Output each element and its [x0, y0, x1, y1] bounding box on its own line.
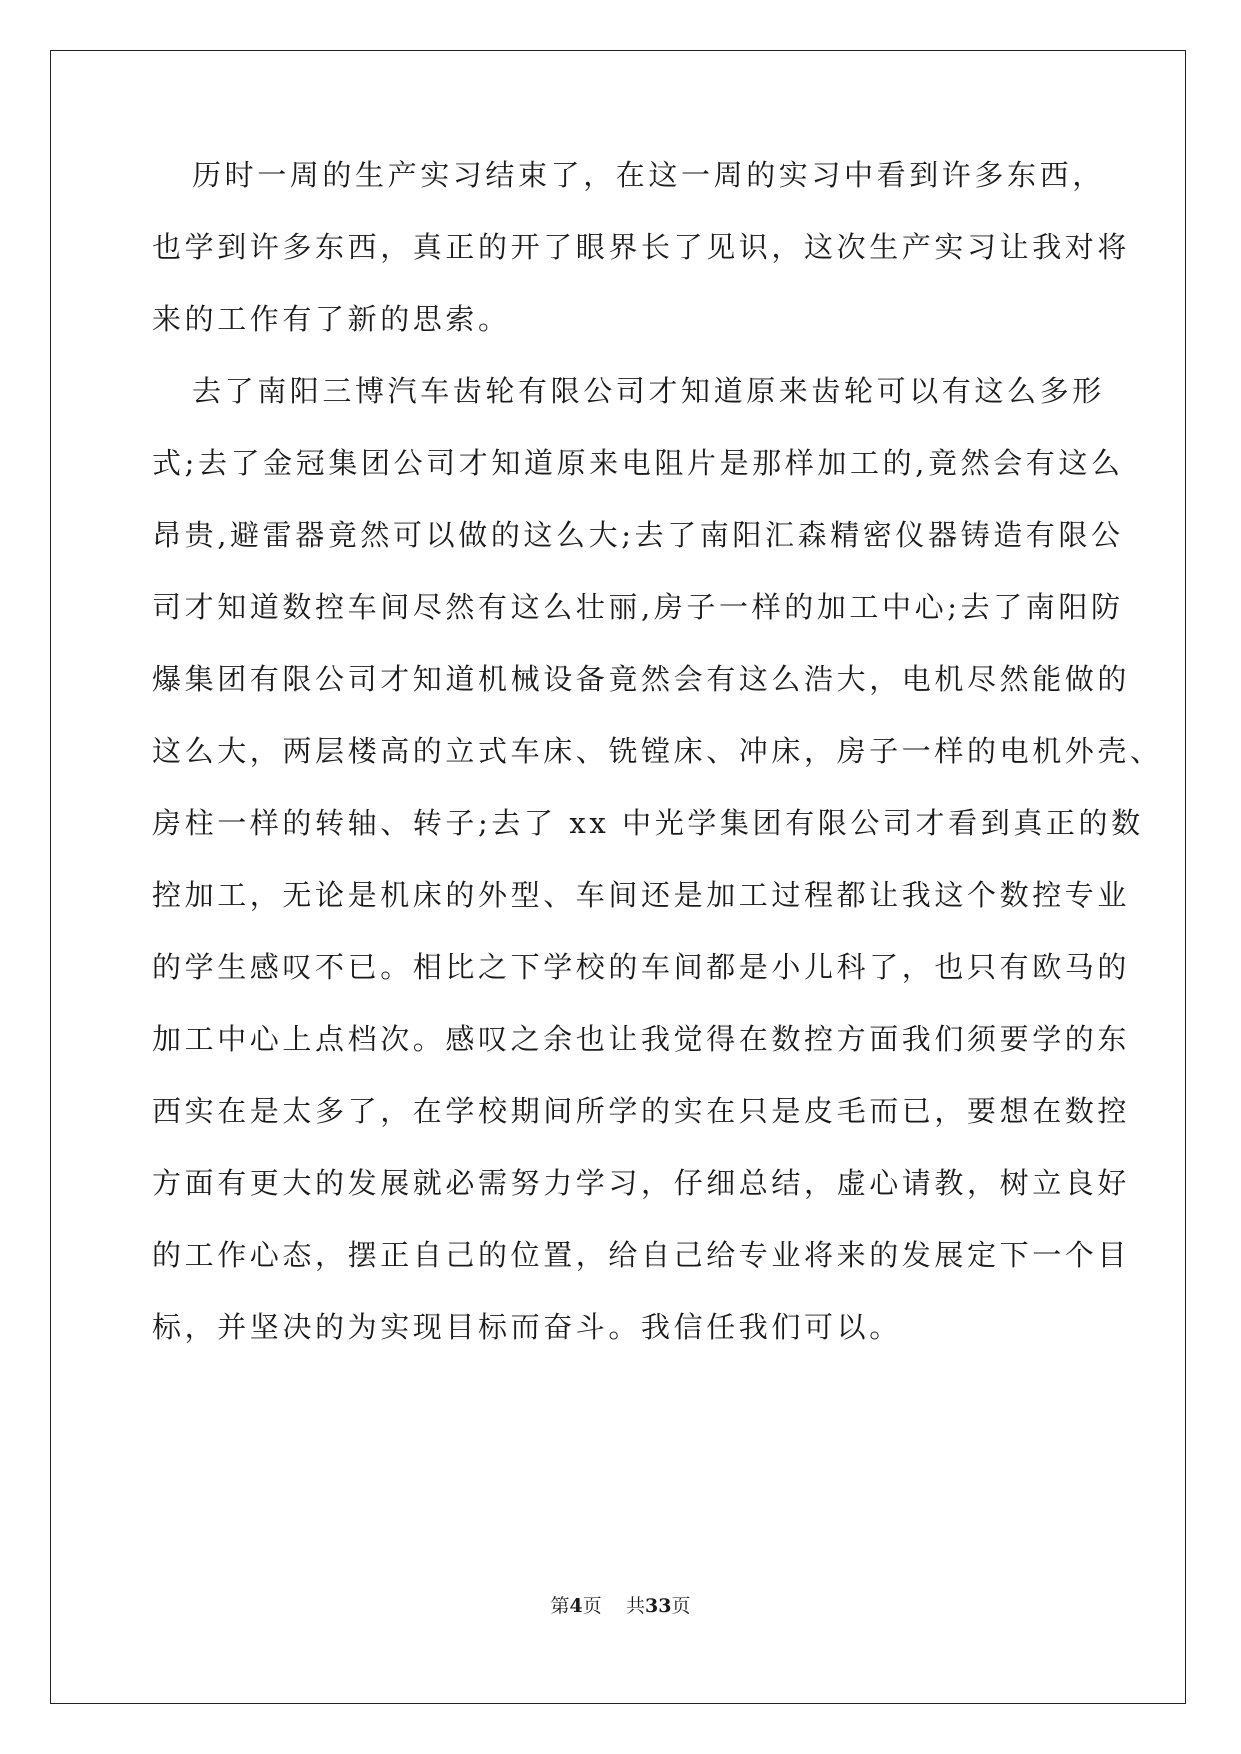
paragraph-2-line-14: 标，并坚决的为实现目标而奋斗。我信任我们可以。	[152, 1310, 902, 1344]
footer-total-pages: 33	[644, 1595, 672, 1617]
footer-page-suffix: 页	[582, 1595, 602, 1617]
paragraph-1-line-3: 来的工作有了新的思索。	[152, 302, 511, 336]
paragraph-2-line-10: 加工中心上点档次。感叹之余也让我觉得在数控方面我们须要学的东	[152, 1022, 1131, 1056]
paragraph-2-line-3: 昂贵,避雷器竟然可以做的这么大;去了南阳汇森精密仪器铸造有限公	[152, 518, 1124, 552]
paragraph-2-line-4: 司才知道数控车间尽然有这么壮丽,房子一样的加工中心;去了南阳防	[152, 590, 1124, 624]
paragraph-2-line-2: 式;去了金冠集团公司才知道原来电阻片是那样加工的,竟然会有这么	[152, 446, 1124, 480]
paragraph-2-line-1: 去了南阳三博汽车齿轮有限公司才知道原来齿轮可以有这么多形	[192, 374, 1105, 408]
footer-prefix: 第	[550, 1595, 570, 1617]
paragraph-1-line-1: 历时一周的生产实习结束了，在这一周的实习中看到许多东西，	[192, 158, 1105, 192]
paragraph-2-line-9: 的学生感叹不已。相比之下学校的车间都是小儿科了，也只有欧马的	[152, 950, 1131, 984]
paragraph-2-line-8: 控加工，无论是机床的外型、车间还是加工过程都让我这个数控专业	[152, 878, 1131, 912]
paragraph-2-line-7: 房柱一样的转轴、转子;去了 xx 中光学集团有限公司才看到真正的数	[152, 806, 1144, 840]
paragraph-2-line-5: 爆集团有限公司才知道机械设备竟然会有这么浩大，电机尽然能做的	[152, 662, 1131, 696]
paragraph-2-line-6: 这么大，两层楼高的立式车床、铣镗床、冲床，房子一样的电机外壳、	[152, 734, 1163, 768]
paragraph-2-line-11: 西实在是太多了，在学校期间所学的实在只是皮毛而已，要想在数控	[152, 1094, 1131, 1128]
paragraph-2-line-12: 方面有更大的发展就必需努力学习，仔细总结，虚心请教，树立良好	[152, 1166, 1131, 1200]
page-footer	[0, 1593, 1241, 1619]
footer-page-number: 4	[569, 1595, 583, 1617]
footer-total-prefix: 共	[625, 1595, 645, 1617]
paragraph-1-line-2: 也学到许多东西，真正的开了眼界长了见识，这次生产实习让我对将	[152, 230, 1131, 264]
footer-total-suffix: 页	[671, 1595, 691, 1617]
paragraph-2-line-13: 的工作心态，摆正自己的位置，给自己给专业将来的发展定下一个目	[152, 1238, 1131, 1272]
